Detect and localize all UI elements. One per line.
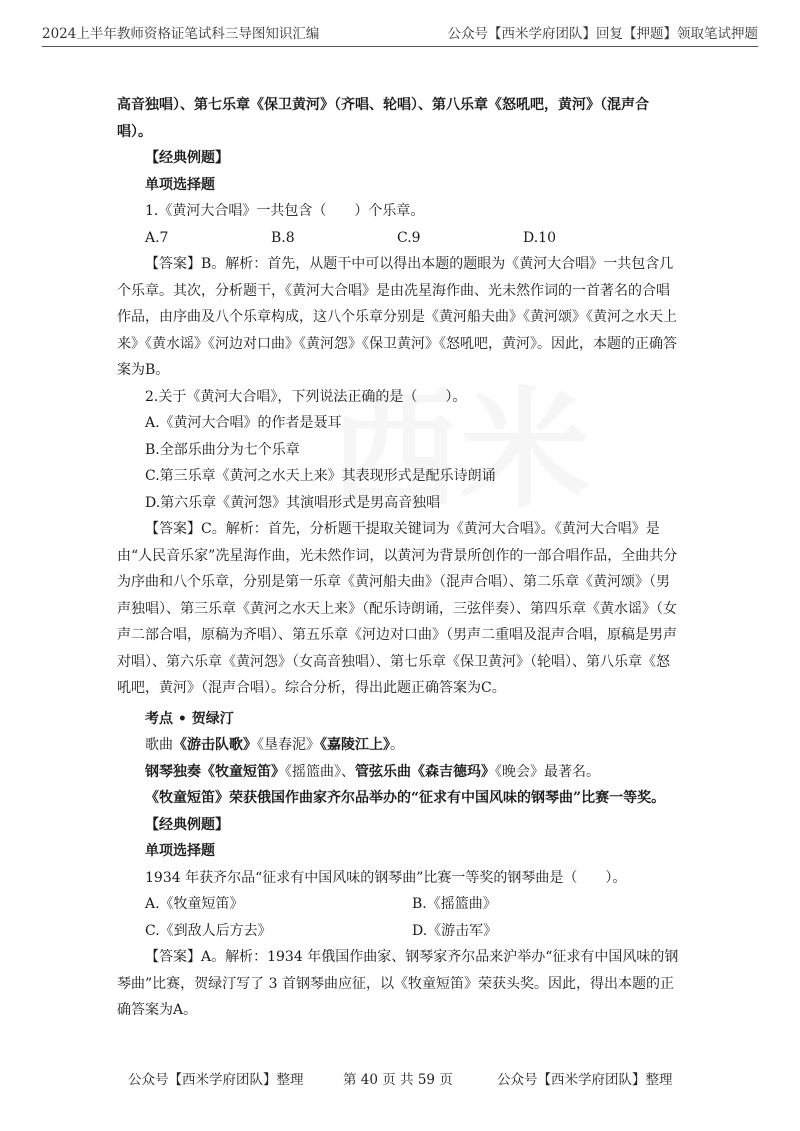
option-a: A.《黄河大合唱》的作者是聂耳 bbox=[145, 415, 342, 431]
question-3-answer: 【答案】A。解析：1934 年俄国作曲家、钢琴家齐尔品来沪举办“征求有中国风味的钢琴曲”比赛，贺绿汀写了 3 首钢琴曲应征，以《牧童短笛》荣获头奖。因此，得出本题的正确答案为A。 bbox=[117, 949, 679, 1018]
header-promo: 公众号【西米学府团队】回复【押题】领取笔试押题 bbox=[447, 26, 758, 42]
example-heading: 【经典例题】 bbox=[145, 150, 229, 166]
option-c: C.9 bbox=[397, 229, 421, 246]
option-d: D.第六乐章《黄河怨》其演唱形式是男高音独唱 bbox=[145, 494, 441, 511]
option-a: A.7 bbox=[145, 229, 169, 246]
award-line: 《牧童短笛》荣获俄国作曲家齐尔品举办的“征求有中国风味的钢琴曲”比赛一等奖。 bbox=[145, 790, 666, 806]
songs-line: 歌曲《游击队歌》《垦春泥》《嘉陵江上》。 bbox=[145, 737, 404, 753]
footer-left: 公众号【西米学府团队】整理 bbox=[128, 1072, 304, 1088]
page-number: 第 40 页 共 59 页 bbox=[343, 1072, 453, 1088]
option-b: B.8 bbox=[271, 229, 295, 246]
question-3-options-row1 bbox=[117, 891, 679, 918]
option-d: D.《游击军》 bbox=[412, 922, 498, 939]
question-1-options bbox=[117, 225, 679, 252]
document-body bbox=[117, 92, 679, 1024]
page-header bbox=[42, 22, 758, 46]
kaodian-heading: 考点 • 贺绿汀 bbox=[145, 710, 234, 727]
question-3-options-row2 bbox=[117, 918, 679, 945]
question-type: 单项选择题 bbox=[145, 843, 215, 859]
option-c: C.第三乐章《黄河之水天上来》其表现形式是配乐诗朗诵 bbox=[145, 468, 496, 484]
option-d: D.10 bbox=[523, 229, 556, 246]
footer-right: 公众号【西米学府团队】整理 bbox=[497, 1072, 673, 1088]
question-3: 1934 年获齐尔品“征求有中国风味的钢琴曲”比赛一等奖的钢琴曲是（ ）。 bbox=[145, 869, 627, 886]
option-b: B.全部乐曲分为七个乐章 bbox=[145, 441, 300, 458]
piano-line: 钢琴独奏《牧童短笛》《摇篮曲》、管弦乐曲《森吉德玛》《晚会》最著名。 bbox=[145, 763, 600, 780]
question-2: 2.关于《黄河大合唱》，下列说法正确的是（ ）。 bbox=[145, 388, 467, 405]
option-a: A.《牧童短笛》 bbox=[145, 896, 244, 912]
question-type: 单项选择题 bbox=[145, 176, 215, 193]
intro-paragraph: 高音独唱）、第七乐章《保卫黄河》（齐唱、轮唱）、第八乐章《怒吼吧，黄河》（混声合唱）。 bbox=[117, 97, 649, 140]
header-divider bbox=[42, 46, 758, 47]
example-heading: 【经典例题】 bbox=[145, 816, 229, 833]
question-1-answer: 【答案】B。解析：首先，从题干中可以得出本题的题眼为《黄河大合唱》一共包含几个乐章。其次，分析题干，《黄河大合唱》是由冼星海作曲、光未然作词的一首著名的合唱作品，由序曲及八个乐章构成，这八个乐章分别是《黄河船夫曲》《黄河颂》《黄河之水天上来》《黄水谣》《河边对口曲》《黄河怨》《保卫黄河》《怒吼吧，黄河》。因此，本题的正确答案为B。 bbox=[117, 256, 677, 378]
question-1: 1.《黄河大合唱》一共包含（ ）个乐章。 bbox=[145, 203, 425, 219]
option-b: B.《摇篮曲》 bbox=[412, 896, 497, 912]
option-c: C.《到敌人后方去》 bbox=[145, 922, 272, 939]
question-2-answer: 【答案】C。解析：首先，分析题干提取关键词为《黄河大合唱》。《黄河大合唱》是由“人民音乐家”冼星海作曲，光未然作词，以黄河为背景所创作的一部合唱作品，全曲共分为序曲和八个乐章，分别是第一乐章《黄河船夫曲》（混声合唱）、第二乐章《黄河颂》（男声独唱）、第三乐章《黄河之水天上来》（配乐诗朗诵，三弦伴奏）、第四乐章《黄水谣》（女声二部合唱，原稿为齐唱）、第五乐章《河边对口曲》（男声二重唱及混声合唱，原稿是男声对唱）、第六乐章《黄河怨》（女高音独唱）、第七乐章《保卫黄河》（轮唱）、第八乐章《怒吼吧，黄河》（混声合唱）。综合分析，得出此题正确答案为C。 bbox=[117, 521, 678, 696]
header-title: 2024上半年教师资格证笔试科三导图知识汇编 bbox=[42, 26, 320, 42]
